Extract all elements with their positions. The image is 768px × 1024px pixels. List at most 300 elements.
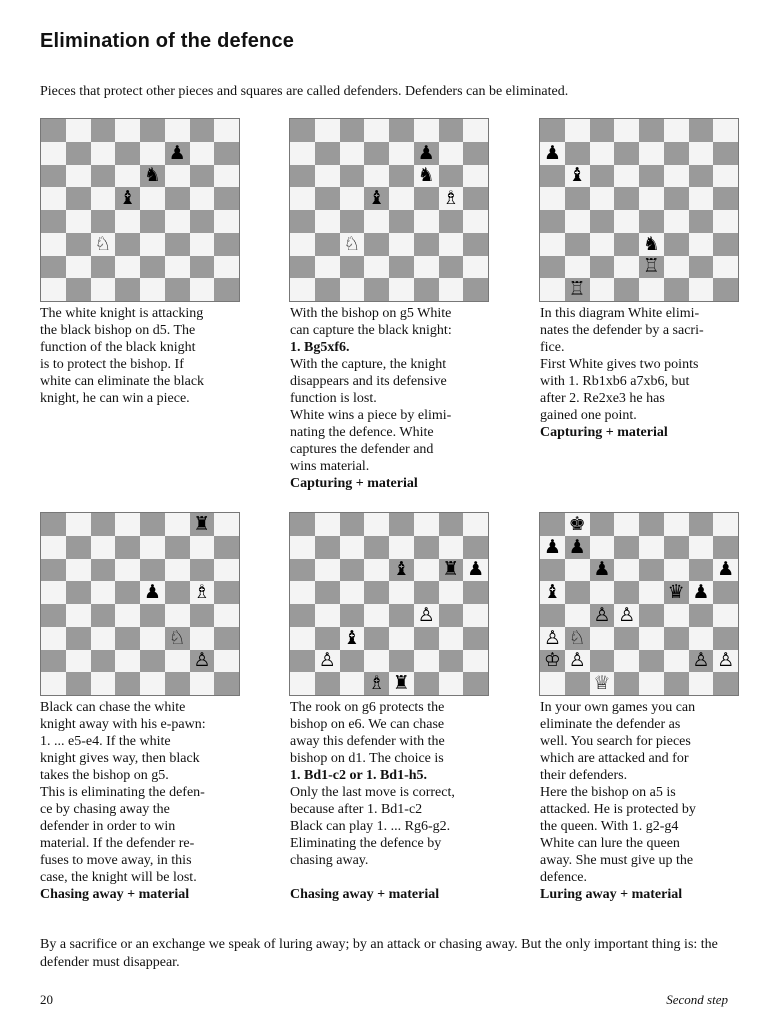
caption-line: Only the last move is correct, — [290, 785, 455, 800]
square-a4 — [290, 604, 315, 627]
caption-theme: Capturing + material — [290, 476, 418, 491]
square-e2 — [639, 256, 664, 279]
caption-line: With the bishop on g5 White — [290, 306, 452, 321]
square-d6 — [614, 165, 639, 188]
square-g7 — [689, 536, 714, 559]
square-d2 — [364, 650, 389, 673]
square-b7 — [315, 142, 340, 165]
square-b2 — [315, 256, 340, 279]
square-c1 — [590, 672, 615, 695]
square-b4 — [315, 210, 340, 233]
square-f5 — [414, 187, 439, 210]
square-g3 — [190, 627, 215, 650]
square-b8 — [315, 119, 340, 142]
square-a1 — [290, 672, 315, 695]
square-d2 — [115, 256, 140, 279]
white-pawn-icon: ♙ — [568, 649, 586, 672]
square-d1 — [614, 278, 639, 301]
caption-line: case, the knight will be lost. — [40, 870, 197, 885]
square-e1 — [389, 672, 414, 695]
caption-line: away this defender with the — [290, 734, 445, 749]
square-a6 — [540, 165, 565, 188]
square-f6 — [165, 559, 190, 582]
square-a3 — [540, 233, 565, 256]
square-c1 — [91, 278, 116, 301]
square-h7 — [214, 142, 239, 165]
square-c5 — [590, 581, 615, 604]
white-bishop-icon: ♗ — [193, 581, 211, 604]
square-c7 — [340, 536, 365, 559]
square-d4 — [115, 604, 140, 627]
square-a5 — [41, 187, 66, 210]
caption-line: White can lure the queen — [540, 836, 680, 851]
page-number: 20 — [40, 992, 53, 1007]
square-a5 — [41, 581, 66, 604]
square-d1 — [115, 278, 140, 301]
square-f5 — [664, 581, 689, 604]
square-a8 — [290, 119, 315, 142]
black-knight-icon: ♞ — [143, 164, 161, 187]
square-b4 — [66, 210, 91, 233]
square-a3 — [290, 627, 315, 650]
black-pawn-icon: ♟ — [543, 535, 561, 558]
caption-line: bishop on d1. The choice is — [290, 751, 444, 766]
square-b4 — [315, 604, 340, 627]
black-bishop-icon: ♝ — [392, 558, 410, 581]
square-e2 — [389, 256, 414, 279]
caption-line: function of the black knight — [40, 340, 196, 355]
square-h7 — [463, 142, 488, 165]
square-h2 — [214, 256, 239, 279]
black-pawn-icon: ♟ — [467, 558, 485, 581]
caption-line: away. She must give up the — [540, 853, 694, 868]
square-e5 — [639, 581, 664, 604]
square-f5 — [664, 187, 689, 210]
square-e7 — [389, 142, 414, 165]
chess-diagram-5 — [289, 512, 489, 696]
square-a4 — [290, 210, 315, 233]
square-g5 — [190, 187, 215, 210]
square-c6 — [91, 559, 116, 582]
black-queen-icon: ♛ — [667, 581, 685, 604]
square-a8 — [540, 119, 565, 142]
square-b4 — [565, 210, 590, 233]
black-rook-icon: ♜ — [392, 672, 410, 695]
square-c4 — [340, 604, 365, 627]
caption-line: White wins a piece by elimi- — [290, 408, 452, 423]
square-a5 — [540, 187, 565, 210]
caption-line: disappears and its defensive — [290, 374, 447, 389]
black-pawn-icon: ♟ — [568, 535, 586, 558]
black-bishop-icon: ♝ — [343, 626, 361, 649]
square-h2 — [214, 650, 239, 673]
square-h6 — [463, 559, 488, 582]
square-g6 — [689, 165, 714, 188]
square-h4 — [463, 604, 488, 627]
square-f3 — [664, 627, 689, 650]
square-c1 — [340, 278, 365, 301]
square-d8 — [614, 513, 639, 536]
square-b3 — [66, 627, 91, 650]
square-e3 — [389, 233, 414, 256]
square-f8 — [664, 513, 689, 536]
square-a7 — [290, 536, 315, 559]
square-b7 — [66, 536, 91, 559]
square-a1 — [540, 278, 565, 301]
white-pawn-icon: ♙ — [543, 626, 561, 649]
square-h4 — [214, 604, 239, 627]
square-a8 — [290, 513, 315, 536]
square-f3 — [165, 233, 190, 256]
square-h5 — [713, 187, 738, 210]
caption-line: knight away with his e-pawn: — [40, 717, 206, 732]
square-b2 — [66, 256, 91, 279]
square-e5 — [389, 581, 414, 604]
caption-theme: Chasing away + material — [290, 887, 440, 902]
square-d3 — [364, 233, 389, 256]
caption-line: chasing away. — [290, 853, 369, 868]
square-b6 — [565, 559, 590, 582]
caption-line: because after 1. Bd1-c2 — [290, 802, 423, 817]
square-e2 — [639, 650, 664, 673]
caption-move: 1. Bd1-c2 or 1. Bd1-h5. — [290, 768, 428, 783]
square-e8 — [140, 119, 165, 142]
square-a1 — [41, 278, 66, 301]
square-e4 — [639, 210, 664, 233]
square-f8 — [414, 513, 439, 536]
square-g8 — [439, 119, 464, 142]
square-f8 — [664, 119, 689, 142]
caption-line: Black can play 1. ... Rg6-g2. — [290, 819, 451, 834]
square-g4 — [689, 604, 714, 627]
square-d3 — [115, 233, 140, 256]
square-g2 — [190, 256, 215, 279]
square-h1 — [463, 278, 488, 301]
square-b7 — [565, 142, 590, 165]
square-g6 — [439, 165, 464, 188]
diagram-6-caption — [540, 699, 750, 903]
square-e7 — [140, 536, 165, 559]
square-h3 — [713, 627, 738, 650]
square-f2 — [664, 256, 689, 279]
caption-line: fuses to move away, in this — [40, 853, 192, 868]
square-b3 — [565, 233, 590, 256]
square-a3 — [41, 627, 66, 650]
conclusion-text: By a sacrifice or an exchange we speak of luring away; by an attack or chasing away. But the only important thing is: the defender must disappear. — [40, 937, 718, 970]
square-d3 — [364, 627, 389, 650]
square-c2 — [590, 650, 615, 673]
square-e8 — [140, 513, 165, 536]
square-d1 — [115, 672, 140, 695]
caption-line: nates the defender by a sacri- — [540, 323, 704, 338]
square-f7 — [414, 536, 439, 559]
square-g6 — [190, 559, 215, 582]
caption-move: 1. Bg5xf6. — [290, 340, 350, 355]
square-f6 — [414, 165, 439, 188]
square-h1 — [214, 278, 239, 301]
square-c4 — [590, 210, 615, 233]
white-knight-icon: ♘ — [94, 232, 112, 255]
square-h3 — [463, 627, 488, 650]
square-c7 — [91, 142, 116, 165]
square-g5 — [689, 581, 714, 604]
square-g4 — [439, 604, 464, 627]
square-d6 — [614, 559, 639, 582]
square-g3 — [439, 627, 464, 650]
white-rook-icon: ♖ — [568, 278, 586, 301]
caption-line: With the capture, the knight — [290, 357, 447, 372]
square-e3 — [639, 627, 664, 650]
square-e8 — [639, 513, 664, 536]
square-d6 — [115, 165, 140, 188]
square-f8 — [414, 119, 439, 142]
square-h3 — [214, 627, 239, 650]
white-knight-icon: ♘ — [568, 626, 586, 649]
square-e1 — [639, 278, 664, 301]
square-c5 — [340, 581, 365, 604]
square-d7 — [614, 142, 639, 165]
square-f4 — [414, 210, 439, 233]
square-h5 — [713, 581, 738, 604]
square-b6 — [315, 165, 340, 188]
square-b6 — [66, 165, 91, 188]
square-b7 — [66, 142, 91, 165]
square-c2 — [590, 256, 615, 279]
square-c5 — [91, 581, 116, 604]
caption-line: knight, he can win a piece. — [40, 391, 190, 406]
square-b1 — [66, 672, 91, 695]
square-a6 — [41, 559, 66, 582]
square-f7 — [165, 142, 190, 165]
square-h6 — [713, 559, 738, 582]
diagram-4-caption — [40, 699, 250, 903]
square-d4 — [115, 210, 140, 233]
square-h8 — [214, 513, 239, 536]
square-h1 — [713, 672, 738, 695]
square-g2 — [439, 256, 464, 279]
square-e6 — [140, 559, 165, 582]
square-b2 — [565, 256, 590, 279]
square-d6 — [364, 559, 389, 582]
square-b1 — [66, 278, 91, 301]
square-g8 — [439, 513, 464, 536]
square-f4 — [664, 210, 689, 233]
white-pawn-icon: ♙ — [593, 603, 611, 626]
square-g5 — [190, 581, 215, 604]
square-g1 — [190, 278, 215, 301]
square-d7 — [364, 536, 389, 559]
square-a4 — [41, 604, 66, 627]
square-f4 — [165, 210, 190, 233]
square-h6 — [214, 165, 239, 188]
square-c5 — [340, 187, 365, 210]
square-h2 — [713, 256, 738, 279]
caption-line: wins material. — [290, 459, 370, 474]
square-b6 — [315, 559, 340, 582]
square-b7 — [565, 536, 590, 559]
square-c4 — [91, 210, 116, 233]
square-c2 — [340, 650, 365, 673]
square-c2 — [91, 650, 116, 673]
square-g2 — [439, 650, 464, 673]
caption-line: The white knight is attacking — [40, 306, 204, 321]
caption-line: the black bishop on d5. The — [40, 323, 196, 338]
diagram-3-caption — [540, 305, 750, 441]
square-g3 — [689, 627, 714, 650]
square-g8 — [190, 513, 215, 536]
square-h3 — [713, 233, 738, 256]
square-h3 — [214, 233, 239, 256]
square-b1 — [315, 278, 340, 301]
square-f7 — [664, 536, 689, 559]
square-g8 — [190, 119, 215, 142]
square-f7 — [165, 536, 190, 559]
square-e5 — [639, 187, 664, 210]
square-h1 — [214, 672, 239, 695]
square-d5 — [614, 581, 639, 604]
square-a2 — [540, 650, 565, 673]
square-b6 — [565, 165, 590, 188]
caption-line: fice. — [540, 340, 565, 355]
square-c3 — [91, 233, 116, 256]
black-bishop-icon: ♝ — [119, 187, 137, 210]
square-c8 — [340, 513, 365, 536]
square-b3 — [565, 627, 590, 650]
square-d6 — [364, 165, 389, 188]
square-d7 — [115, 142, 140, 165]
square-e6 — [639, 165, 664, 188]
white-pawn-icon: ♙ — [692, 649, 710, 672]
square-b8 — [565, 119, 590, 142]
square-h7 — [713, 142, 738, 165]
square-d3 — [115, 627, 140, 650]
square-d1 — [614, 672, 639, 695]
caption-line: 1. ... e5-e4. If the white — [40, 734, 171, 749]
square-e1 — [140, 278, 165, 301]
square-a8 — [41, 513, 66, 536]
square-d5 — [115, 581, 140, 604]
square-c8 — [91, 119, 116, 142]
square-b2 — [315, 650, 340, 673]
chess-diagram-6 — [539, 512, 739, 696]
chess-diagram-4 — [40, 512, 240, 696]
square-f5 — [165, 187, 190, 210]
square-a3 — [41, 233, 66, 256]
square-a6 — [41, 165, 66, 188]
square-b5 — [66, 187, 91, 210]
black-pawn-icon: ♟ — [717, 558, 735, 581]
square-d2 — [614, 650, 639, 673]
square-e4 — [140, 604, 165, 627]
black-bishop-icon: ♝ — [568, 164, 586, 187]
square-e2 — [140, 256, 165, 279]
square-c4 — [590, 604, 615, 627]
square-g1 — [439, 672, 464, 695]
square-d7 — [115, 536, 140, 559]
square-d2 — [614, 256, 639, 279]
square-f1 — [414, 672, 439, 695]
square-h8 — [713, 119, 738, 142]
square-b4 — [565, 604, 590, 627]
square-h2 — [463, 650, 488, 673]
square-b5 — [565, 581, 590, 604]
square-h4 — [463, 210, 488, 233]
square-c6 — [590, 559, 615, 582]
square-a1 — [290, 278, 315, 301]
square-c3 — [590, 233, 615, 256]
square-g5 — [689, 187, 714, 210]
square-h2 — [463, 256, 488, 279]
square-d5 — [364, 581, 389, 604]
square-e2 — [140, 650, 165, 673]
white-knight-icon: ♘ — [343, 232, 361, 255]
square-e4 — [389, 210, 414, 233]
square-a6 — [290, 559, 315, 582]
square-a3 — [540, 627, 565, 650]
square-f1 — [414, 278, 439, 301]
white-pawn-icon: ♙ — [193, 649, 211, 672]
caption-line: In this diagram White elimi- — [540, 306, 700, 321]
caption-line: This is eliminating the defen- — [40, 785, 205, 800]
square-d5 — [115, 187, 140, 210]
black-pawn-icon: ♟ — [143, 581, 161, 604]
square-a6 — [540, 559, 565, 582]
square-a7 — [41, 142, 66, 165]
square-f6 — [165, 165, 190, 188]
caption-line: In your own games you can — [540, 700, 696, 715]
square-f1 — [664, 278, 689, 301]
square-c8 — [590, 119, 615, 142]
white-pawn-icon: ♙ — [318, 649, 336, 672]
caption-line: function is lost. — [290, 391, 377, 406]
caption-line: is to protect the bishop. If — [40, 357, 184, 372]
square-g4 — [190, 210, 215, 233]
caption-line: eliminate the defender as — [540, 717, 681, 732]
caption-line: Eliminating the defence by — [290, 836, 442, 851]
square-a1 — [540, 672, 565, 695]
caption-line: after 2. Re2xe3 he has — [540, 391, 665, 406]
caption-line: Black can chase the white — [40, 700, 186, 715]
caption-line: attacked. He is protected by — [540, 802, 696, 817]
square-e7 — [389, 536, 414, 559]
square-h8 — [463, 513, 488, 536]
square-f3 — [414, 233, 439, 256]
caption-spacer — [290, 869, 500, 886]
square-f2 — [165, 650, 190, 673]
caption-line: white can eliminate the black — [40, 374, 205, 389]
square-f8 — [165, 513, 190, 536]
black-pawn-icon: ♟ — [593, 558, 611, 581]
square-a3 — [290, 233, 315, 256]
caption-line: nating the defence. White — [290, 425, 434, 440]
caption-line: material. If the defender re- — [40, 836, 195, 851]
square-f6 — [664, 165, 689, 188]
square-c3 — [590, 627, 615, 650]
square-e8 — [389, 513, 414, 536]
caption-line: defence. — [540, 870, 588, 885]
square-e4 — [140, 210, 165, 233]
square-g5 — [439, 581, 464, 604]
square-c7 — [91, 536, 116, 559]
square-d8 — [364, 119, 389, 142]
white-bishop-icon: ♗ — [442, 187, 460, 210]
square-b3 — [315, 627, 340, 650]
square-a2 — [540, 256, 565, 279]
square-a6 — [290, 165, 315, 188]
square-c3 — [340, 627, 365, 650]
square-d4 — [364, 604, 389, 627]
square-d3 — [614, 233, 639, 256]
